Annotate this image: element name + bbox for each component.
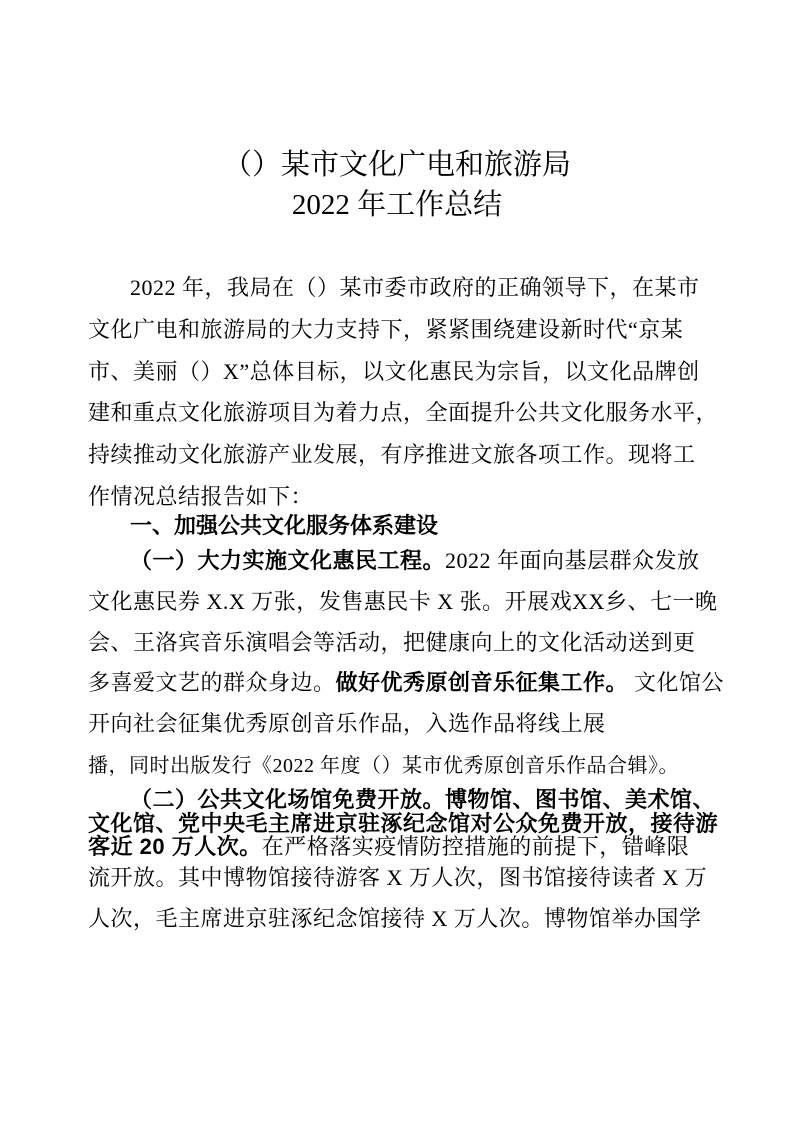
text-run: 在严格落实疫情防控措施的前提下，错峰限 xyxy=(261,834,690,860)
text-line xyxy=(88,745,722,787)
text-run: 客近 20 万人次。 xyxy=(88,834,262,860)
text-run: 会、王洛宾音乐演唱会等活动，把健康向上的文化活动送到更 xyxy=(88,629,696,655)
section-1-2-paragraph-bold-lead xyxy=(88,788,722,859)
text-line xyxy=(88,434,722,476)
text-run: 持续推动文化旅游产业发展，有序推进文旅各项工作。现将工 xyxy=(88,442,696,468)
text-run: 做好优秀原创音乐征集工作。 xyxy=(335,670,629,696)
text-line xyxy=(88,835,722,859)
text-line xyxy=(0,145,794,185)
text-line xyxy=(88,623,722,664)
text-run: 市、美丽（）X”总体目标，以文化惠民为宗旨，以文化品牌创 xyxy=(88,358,700,384)
text-line xyxy=(88,812,722,836)
text-run: 2022 年面向基层群众发放 xyxy=(445,548,700,573)
text-line xyxy=(88,857,722,898)
text-run: 作情况总结报告如下： xyxy=(88,483,314,509)
text-run: 播，同时出版发行《2022 年度（）某市优秀原创音乐作品合辑》。 xyxy=(88,754,679,777)
text-line xyxy=(88,788,722,812)
text-run: 文化馆公 xyxy=(628,670,725,696)
text-run: 一、加强公共文化服务体系建设 xyxy=(130,513,439,538)
text-line xyxy=(88,898,722,939)
text-line xyxy=(88,541,722,582)
text-run: （一）大力实施文化惠民工程。 xyxy=(130,548,446,573)
text-line xyxy=(88,351,722,393)
text-line xyxy=(88,663,725,704)
text-run: 2022 年工作总结 xyxy=(291,189,503,221)
text-run: 文化惠民券 X.X 万张，发售惠民卡 X 张。开展戏XX乡、七一晚 xyxy=(88,588,718,614)
text-run: （二）公共文化场馆免费开放。博物馆、图书馆、美术馆、 xyxy=(130,787,716,812)
text-run: 人次，毛主席进京驻涿纪念馆接待 X 万人次。博物馆举办国学 xyxy=(88,906,702,931)
text-run: 建和重点文化旅游项目为着力点，全面提升公共文化服务水平， xyxy=(88,400,719,426)
intro-paragraph xyxy=(88,267,722,518)
section-1-1-paragraph xyxy=(88,541,725,787)
document-title xyxy=(0,145,794,225)
text-line xyxy=(88,582,722,623)
text-run: （）某市文化广电和旅游局 xyxy=(222,149,571,181)
text-run: 文化广电和旅游局的大力支持下，紧紧围绕建设新时代“京某 xyxy=(88,316,684,342)
text-run: 2022 年，我局在（）某市委市政府的正确领导下，在某市 xyxy=(130,275,700,300)
text-line xyxy=(88,309,722,351)
text-line xyxy=(88,704,722,745)
text-run: 开向社会征集优秀原创音乐作品，入选作品将线上展 xyxy=(88,711,606,737)
text-line xyxy=(88,267,722,309)
text-run: 流开放。其中博物馆接待游客 X 万人次，图书馆接待读者 X 万 xyxy=(88,865,708,890)
text-line xyxy=(88,392,722,434)
text-run: 多喜爱文艺的群众身边。 xyxy=(88,670,336,696)
text-run: 文化馆、党中央毛主席进京驻涿纪念馆对公众免费开放，接待游 xyxy=(88,810,719,836)
text-line xyxy=(0,185,794,225)
section-1-2-paragraph-continuation xyxy=(88,857,722,939)
